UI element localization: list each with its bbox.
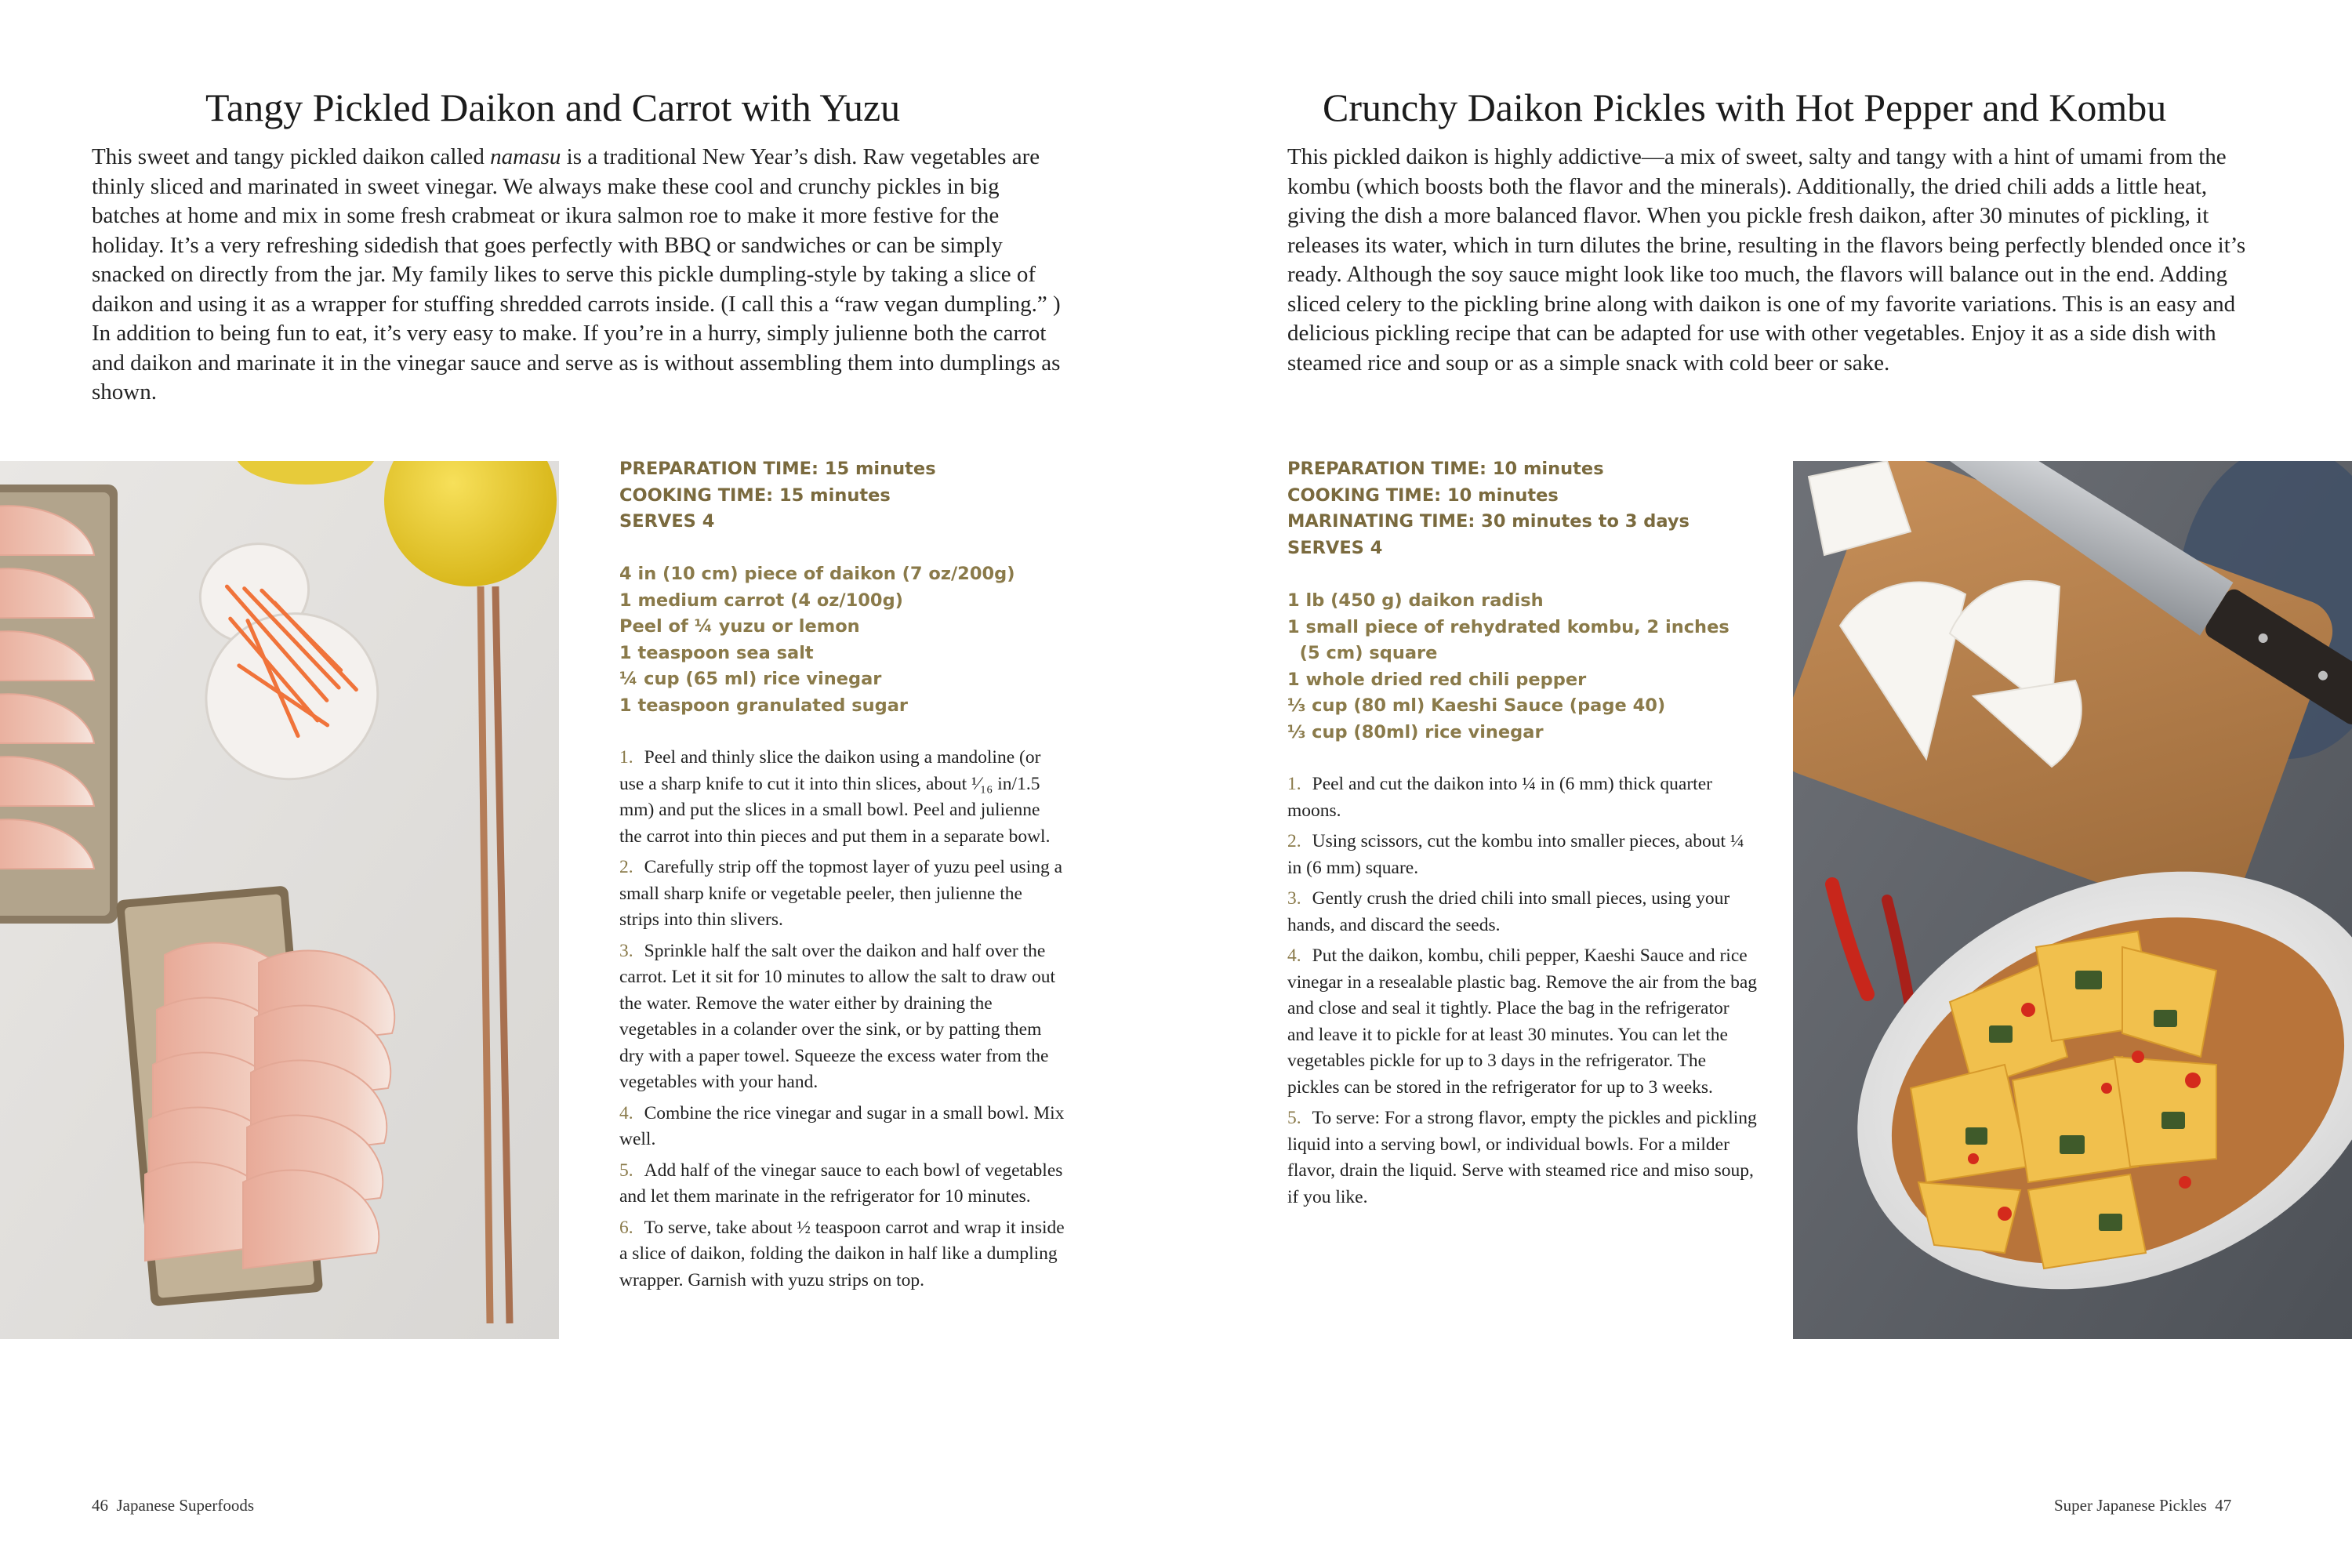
step-number: 4.	[1287, 946, 1301, 966]
step-number: 3.	[619, 940, 633, 961]
step-text: Carefully strip off the topmost layer of yuzu peel using a small sharp knife or vegetable peeler, then julienne the strips into thin slivers.	[619, 857, 1063, 930]
method-step	[1287, 829, 1758, 881]
left-method-steps	[619, 745, 1066, 1298]
method-step	[1287, 943, 1758, 1101]
ingredient-item: ¼ cup (65 ml) rice vinegar	[619, 669, 882, 689]
ingredient-item: 1 teaspoon sea salt	[619, 642, 814, 663]
right-time-info	[1287, 456, 1690, 561]
ingredient-item: (5 cm) square	[1287, 643, 1438, 663]
method-step	[1287, 771, 1758, 824]
method-step	[619, 745, 1066, 850]
left-intro-italic-namasu: namasu	[490, 144, 561, 169]
chapter-title-running-footer: Super Japanese Pickles	[2054, 1496, 2207, 1515]
step-number: 5.	[1287, 1108, 1301, 1128]
step-text: Gently crush the dried chili into small pieces, using your hands, and discard the seeds.	[1287, 888, 1730, 935]
step-number: 6.	[619, 1217, 633, 1238]
method-step	[619, 1215, 1066, 1294]
right-preparation-time: PREPARATION TIME: 10 minutes	[1287, 459, 1604, 479]
left-preparation-time: PREPARATION TIME: 15 minutes	[619, 459, 936, 479]
right-recipe-title: Crunchy Daikon Pickles with Hot Pepper and Kombu	[1323, 85, 2167, 129]
method-step	[1287, 886, 1758, 938]
ingredient-item: Peel of ¼ yuzu or lemon	[619, 616, 860, 637]
ingredient-item: ⅓ cup (80ml) rice vinegar	[1287, 721, 1544, 742]
method-step	[619, 855, 1066, 934]
step-text: Using scissors, cut the kombu into smaller pieces, about ¼ in (6 mm) square.	[1287, 831, 1744, 878]
left-ingredients-list	[619, 561, 1015, 719]
step-number: 1.	[1287, 774, 1301, 794]
step-text: Add half of the vinegar sauce to each bowl of vegetables and let them marinate in the refrigerator for 10 minutes.	[619, 1160, 1063, 1207]
book-title-running-footer: Japanese Superfoods	[116, 1496, 255, 1515]
right-footer	[2054, 1496, 2231, 1515]
right-serves: SERVES 4	[1287, 537, 1383, 558]
daikon-dumplings-photo	[0, 461, 559, 1339]
ingredient-item: 1 lb (450 g) daikon radish	[1287, 590, 1544, 611]
left-footer	[92, 1496, 254, 1515]
step-number: 2.	[619, 857, 633, 877]
left-time-info	[619, 456, 936, 535]
daikon-pickles-photo	[1793, 461, 2352, 1339]
step-number: 4.	[619, 1102, 633, 1123]
method-step	[619, 938, 1066, 1096]
left-serves: SERVES 4	[619, 511, 715, 532]
page-number: 46	[92, 1496, 108, 1515]
method-step	[619, 1101, 1066, 1153]
step-number: 3.	[1287, 888, 1301, 909]
step-text: Peel and cut the daikon into ¼ in (6 mm) thick quarter moons.	[1287, 774, 1712, 821]
right-ingredients-list	[1287, 588, 1730, 746]
step-text: To serve: For a strong flavor, empty the pickles and pickling liquid into a serving bowl, or individual bowls. For a milder flavor, drain the liquid. Serve with steamed rice and miso soup, if you like.	[1287, 1108, 1757, 1207]
step-text: Combine the rice vinegar and sugar in a small bowl. Mix well.	[619, 1102, 1065, 1149]
step-text: To serve, take about ½ teaspoon carrot and wrap it inside a slice of daikon, folding the daikon in half like a dumpling wrapper. Garnish with yuzu strips on top.	[619, 1217, 1065, 1290]
step-text: Put the daikon, kombu, chili pepper, Kaeshi Sauce and rice vinegar in a resealable plastic bag. Remove the air from the bag and close and seal it tightly. Place the bag in the refrigerator and leave it to pickle for at least 30 minutes. You can let the vegetables pickle for up to 3 days in the refrigerator. The pickles can be stored in the refrigerator for up to 3 weeks.	[1287, 946, 1758, 1098]
left-cooking-time: COOKING TIME: 15 minutes	[619, 485, 891, 506]
method-step	[619, 1158, 1066, 1210]
left-intro-part-2: is a traditional New Year’s dish. Raw vegetables are thinly sliced and marinated in sweet vinegar. We always make these cool and crunchy pickles in big batches at home and mix in some fresh crabmeat or ikura salmon roe to make it more festive for the holiday. It’s a very refreshing sidedish that goes perfectly with BBQ or sandwiches or can be simply snacked on directly from the jar. My family likes to serve this pickle dumpling-style by taking a slice of daikon and using it as a wrapper for stuffing shredded carrots inside. (I call this a “raw vegan dumpling.” ) In addition to being fun to eat, it’s very easy to make. If you’re in a hurry, simply julienne both the carrot and daikon and marinate it in the vinegar sauce and serve as is without assembling them into dumplings as shown.	[92, 144, 1061, 405]
left-intro-part-1: This sweet and tangy pickled daikon called	[92, 144, 491, 169]
ingredient-item: 1 medium carrot (4 oz/100g)	[619, 590, 903, 611]
page-number: 47	[2215, 1496, 2232, 1515]
step-number: 1.	[619, 747, 633, 768]
step-number: 5.	[619, 1160, 633, 1181]
step-text: Peel and thinly slice the daikon using a mandoline (or use a sharp knife to cut it into thin slices, about ¹⁄₁₆ in/1.5 mm) and put the slices in a small bowl. Peel and julienne the carrot into thin pieces and put them in a separate bowl.	[619, 747, 1051, 847]
right-marinating-time: MARINATING TIME: 30 minutes to 3 days	[1287, 511, 1690, 532]
right-intro-paragraph: This pickled daikon is highly addictive—a mix of sweet, salty and tangy with a hint of umami from the kombu (which boosts both the flavor and the minerals). Additionally, the dried chili adds a little heat, giving the dish a more balanced flavor. When you pickle fresh daikon, after 30 minutes of pickling, it releases its water, which in turn dilutes the brine, resulting in the flavors being perfectly blended once it’s ready. Although the soy sauce might look like too much, the flavors will balance out in the end. Adding sliced celery to the pickling brine along with daikon is one of my favorite variations. This is an easy and delicious pickling recipe that can be adapted for use with other vegetables. Enjoy it as a side dish with steamed rice and soup or as a simple snack with cold beer or sake.	[1287, 144, 2246, 376]
ingredient-item: 1 teaspoon granulated sugar	[619, 695, 909, 716]
ingredient-item: 1 small piece of rehydrated kombu, 2 inches	[1287, 616, 1730, 637]
step-number: 2.	[1287, 831, 1301, 851]
ingredient-item: ⅓ cup (80 ml) Kaeshi Sauce (page 40)	[1287, 695, 1666, 716]
right-cooking-time: COOKING TIME: 10 minutes	[1287, 485, 1559, 506]
ingredient-item: 1 whole dried red chili pepper	[1287, 669, 1587, 690]
right-page	[1176, 0, 2352, 1568]
step-text: Sprinkle half the salt over the daikon and half over the carrot. Let it sit for 10 minutes to allow the salt to draw out the water. Remove the water either by draining the vegetables in a colander over the sink, or by patting them dry with a paper towel. Squeeze the excess water from the vegetables with your hand.	[619, 940, 1056, 1092]
left-intro-paragraph	[92, 143, 1064, 408]
right-method-steps	[1287, 771, 1758, 1215]
left-recipe-title: Tangy Pickled Daikon and Carrot with Yuzu	[205, 85, 901, 129]
method-step	[1287, 1105, 1758, 1210]
ingredient-item: 4 in (10 cm) piece of daikon (7 oz/200g)	[619, 564, 1015, 584]
